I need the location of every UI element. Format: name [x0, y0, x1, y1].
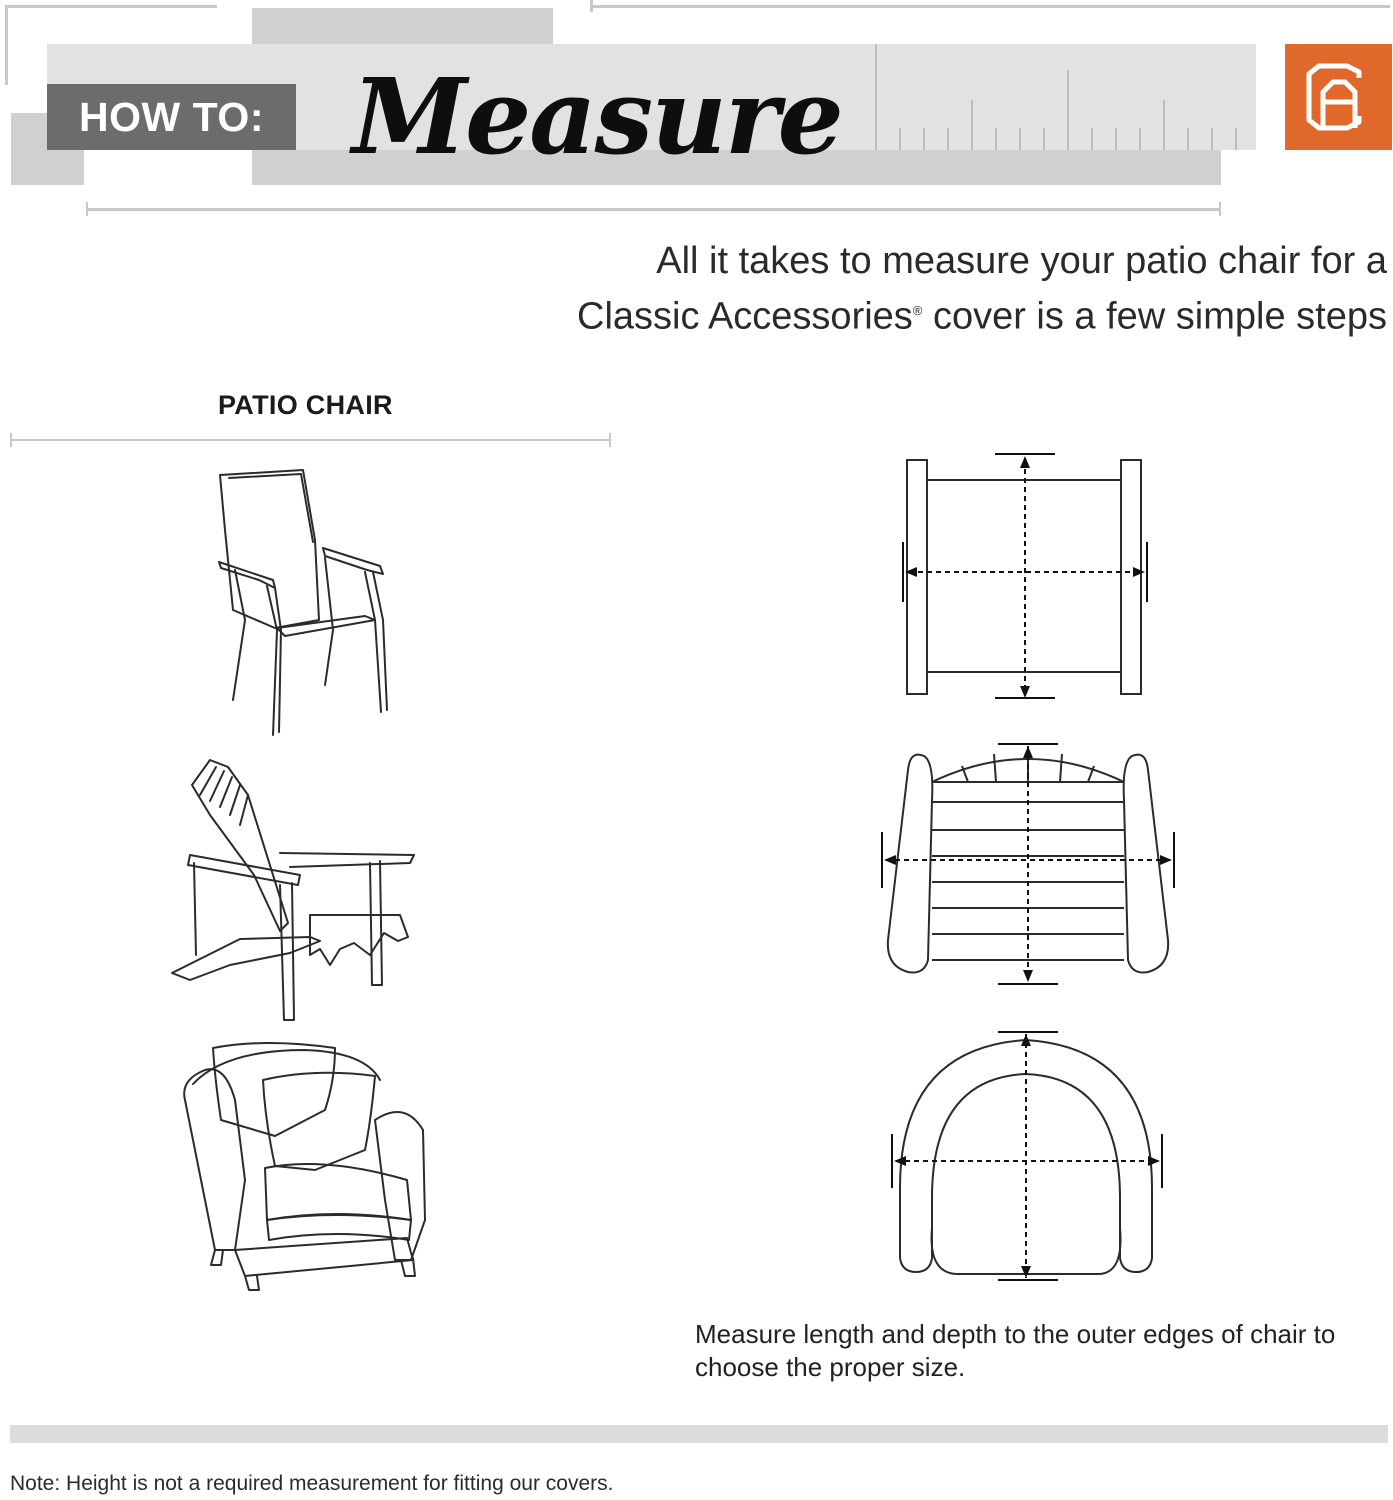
brand-logo	[1285, 44, 1392, 150]
section-title: PATIO CHAIR	[218, 390, 393, 420]
header-bottom-rule	[87, 208, 1221, 211]
header-bottom-rule-left-cap	[86, 202, 88, 216]
classic-accessories-logo-icon	[1285, 44, 1392, 150]
header-top-block	[252, 8, 553, 44]
intro-line-1: All it takes to measure your patio chair for a	[656, 240, 1387, 282]
section-rule	[10, 439, 611, 441]
sling-chair-icon	[215, 470, 390, 740]
section-rule-right-cap	[609, 433, 611, 447]
intro-line-2	[487, 286, 1387, 342]
club-chair-top-view-icon	[888, 1028, 1168, 1288]
header-top-left-vrule	[5, 5, 8, 85]
section-rule-left-cap	[10, 433, 12, 447]
wicker-club-chair-icon	[175, 1040, 430, 1295]
intro-text	[487, 237, 1387, 342]
adirondack-chair-top-view-icon	[878, 740, 1178, 990]
page-title: Measure	[352, 55, 842, 178]
adirondack-chair-icon	[170, 755, 420, 1025]
header-top-right-rule	[590, 5, 1390, 8]
sling-chair-top-view-icon	[895, 450, 1155, 705]
footer-note: Note: Height is not a required measurement for fitting our covers.	[10, 1472, 614, 1495]
footer-band	[10, 1425, 1388, 1443]
howto-label: HOW TO:	[47, 84, 296, 150]
header-bottom-rule-right-cap	[1219, 202, 1221, 216]
intro-line-2-brand: Classic Accessories	[577, 295, 913, 338]
registered-mark: ®	[912, 303, 923, 318]
measure-caption: Measure length and depth to the outer edges of chair to choose the proper size.	[695, 1319, 1336, 1382]
header-top-left-rule	[5, 5, 217, 8]
header-top-right-vrule	[590, 0, 593, 12]
intro-line-2-rest: cover is a few simple steps	[922, 295, 1387, 338]
